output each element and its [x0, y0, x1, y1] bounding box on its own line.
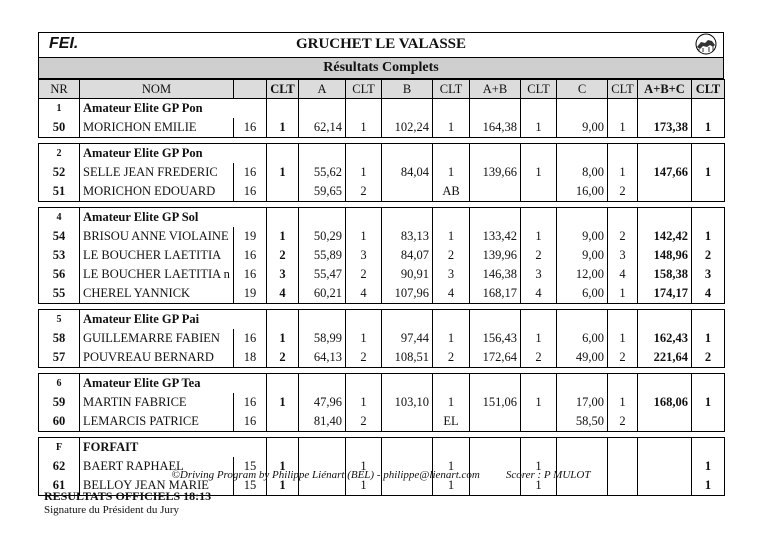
empty-cell — [470, 144, 521, 164]
cell-nom: SELLE JEAN FREDERIC — [80, 163, 234, 182]
cell-clt-b: EL — [433, 412, 470, 432]
cell-clt-ab: 1 — [521, 393, 557, 412]
cell-clt-a: 1 — [346, 457, 382, 476]
header-row — [39, 80, 725, 99]
empty-cell — [692, 374, 725, 394]
cell-nr: 54 — [39, 227, 80, 246]
empty-cell — [692, 438, 725, 458]
class-header-row — [39, 438, 725, 458]
cell-c: 16,00 — [557, 182, 608, 202]
col-clt-c: CLT — [608, 80, 638, 99]
cell-abc — [638, 412, 692, 432]
horse-team-icon — [693, 33, 719, 55]
empty-cell — [470, 438, 521, 458]
table-row — [39, 284, 725, 304]
empty-cell — [521, 438, 557, 458]
cell-age: 16 — [234, 246, 267, 265]
cell-clt-b: 4 — [433, 284, 470, 304]
cell-nr: 58 — [39, 329, 80, 348]
cell-nr: 53 — [39, 246, 80, 265]
cell-clt-ab: 1 — [521, 329, 557, 348]
empty-cell — [382, 99, 433, 119]
empty-cell — [267, 438, 299, 458]
cell-nr: 55 — [39, 284, 80, 304]
cell-ab: 133,42 — [470, 227, 521, 246]
cell-clt: 1 — [267, 457, 299, 476]
empty-cell — [470, 99, 521, 119]
empty-cell — [346, 310, 382, 330]
class-header-row — [39, 99, 725, 119]
col-clt: CLT — [267, 80, 299, 99]
cell-clt-b: 1 — [433, 163, 470, 182]
cell-clt-abc — [692, 182, 725, 202]
empty-cell — [433, 374, 470, 394]
cell-b — [382, 182, 433, 202]
class-header-row — [39, 144, 725, 164]
empty-cell — [299, 310, 346, 330]
cell-clt-b: 2 — [433, 246, 470, 265]
empty-cell — [382, 374, 433, 394]
cell-a: 59,65 — [299, 182, 346, 202]
cell-clt-a: 1 — [346, 329, 382, 348]
cell-c: 9,00 — [557, 118, 608, 138]
cell-nom: LE BOUCHER LAETITIA — [80, 246, 234, 265]
results-subtitle: Résultats Complets — [38, 57, 724, 79]
cell-a: 60,21 — [299, 284, 346, 304]
cell-c: 17,00 — [557, 393, 608, 412]
empty-cell — [608, 144, 638, 164]
official-results-label: RESULTATS OFFICIELS 18:13 — [44, 489, 212, 503]
table-row — [39, 265, 725, 284]
cell-clt-b: 1 — [433, 393, 470, 412]
empty-cell — [608, 208, 638, 228]
cell-clt-c: 2 — [608, 412, 638, 432]
cell-abc — [638, 182, 692, 202]
cell-nom: BRISOU ANNE VIOLAINE — [80, 227, 234, 246]
col-clt-abc: CLT — [692, 80, 725, 99]
cell-nom: CHEREL YANNICK — [80, 284, 234, 304]
cell-clt-ab: 2 — [521, 348, 557, 368]
cell-c: 8,00 — [557, 163, 608, 182]
cell-b: 107,96 — [382, 284, 433, 304]
cell-clt-a: 2 — [346, 412, 382, 432]
cell-nom: POUVREAU BERNARD — [80, 348, 234, 368]
empty-cell — [638, 374, 692, 394]
cell-a: 55,89 — [299, 246, 346, 265]
results-body — [39, 99, 725, 496]
cell-age: 16 — [234, 412, 267, 432]
empty-cell — [521, 144, 557, 164]
cell-a: 62,14 — [299, 118, 346, 138]
cell-clt: 1 — [267, 163, 299, 182]
cell-clt-ab — [521, 412, 557, 432]
cell-clt: 2 — [267, 348, 299, 368]
empty-cell — [638, 144, 692, 164]
empty-cell — [299, 438, 346, 458]
cell-clt-ab: 1 — [521, 457, 557, 476]
empty-cell — [299, 208, 346, 228]
class-number: 1 — [39, 99, 80, 119]
empty-cell — [692, 208, 725, 228]
empty-cell — [638, 438, 692, 458]
cell-clt-abc: 1 — [692, 329, 725, 348]
cell-c: 12,00 — [557, 265, 608, 284]
cell-ab: 156,43 — [470, 329, 521, 348]
col-ab: A+B — [470, 80, 521, 99]
cell-clt-b: 3 — [433, 265, 470, 284]
class-name: Amateur Elite GP Pai — [80, 310, 267, 330]
cell-abc: 221,64 — [638, 348, 692, 368]
table-row — [39, 227, 725, 246]
cell-ab: 172,64 — [470, 348, 521, 368]
empty-cell — [433, 99, 470, 119]
cell-b: 84,07 — [382, 246, 433, 265]
empty-cell — [692, 310, 725, 330]
cell-clt-a: 1 — [346, 227, 382, 246]
cell-nr: 62 — [39, 457, 80, 476]
table-row — [39, 412, 725, 432]
cell-abc: 168,06 — [638, 393, 692, 412]
empty-cell — [433, 438, 470, 458]
cell-ab: 151,06 — [470, 393, 521, 412]
cell-clt-ab: 3 — [521, 265, 557, 284]
empty-cell — [608, 310, 638, 330]
cell-clt-ab — [521, 182, 557, 202]
cell-clt-abc — [692, 412, 725, 432]
cell-clt-b: 2 — [433, 348, 470, 368]
col-abc: A+B+C — [638, 80, 692, 99]
empty-cell — [608, 374, 638, 394]
empty-cell — [299, 99, 346, 119]
empty-cell — [692, 144, 725, 164]
cell-nr: 57 — [39, 348, 80, 368]
table-row — [39, 329, 725, 348]
cell-clt: 1 — [267, 118, 299, 138]
cell-clt-c: 1 — [608, 163, 638, 182]
empty-cell — [346, 208, 382, 228]
empty-cell — [382, 208, 433, 228]
cell-clt-abc: 1 — [692, 163, 725, 182]
empty-cell — [638, 99, 692, 119]
cell-abc: 142,42 — [638, 227, 692, 246]
empty-cell — [557, 310, 608, 330]
empty-cell — [608, 438, 638, 458]
cell-age: 18 — [234, 348, 267, 368]
empty-cell — [521, 99, 557, 119]
cell-clt-a: 1 — [346, 118, 382, 138]
cell-clt-c: 4 — [608, 265, 638, 284]
cell-ab: 146,38 — [470, 265, 521, 284]
cell-clt — [267, 412, 299, 432]
class-number: F — [39, 438, 80, 458]
cell-nr: 56 — [39, 265, 80, 284]
empty-cell — [521, 208, 557, 228]
empty-cell — [382, 438, 433, 458]
cell-clt-abc: 2 — [692, 246, 725, 265]
table-row — [39, 348, 725, 368]
class-number: 5 — [39, 310, 80, 330]
cell-clt-a: 2 — [346, 348, 382, 368]
empty-cell — [557, 99, 608, 119]
cell-age: 19 — [234, 284, 267, 304]
cell-clt-c: 1 — [608, 329, 638, 348]
cell-a: 47,96 — [299, 393, 346, 412]
cell-clt: 3 — [267, 265, 299, 284]
cell-nom: BAERT RAPHAEL — [80, 457, 234, 476]
cell-c: 6,00 — [557, 329, 608, 348]
cell-clt-b: AB — [433, 182, 470, 202]
empty-cell — [346, 374, 382, 394]
empty-cell — [470, 374, 521, 394]
table-row — [39, 182, 725, 202]
scorer-text: Scorer : P MULOT — [505, 469, 591, 481]
program-credit — [38, 469, 724, 481]
col-clt-a: CLT — [346, 80, 382, 99]
cell-abc: 148,96 — [638, 246, 692, 265]
cell-abc: 162,43 — [638, 329, 692, 348]
empty-cell — [557, 374, 608, 394]
col-a: A — [299, 80, 346, 99]
empty-cell — [346, 144, 382, 164]
class-number: 4 — [39, 208, 80, 228]
event-title: GRUCHET LE VALASSE — [295, 36, 467, 52]
cell-c: 9,00 — [557, 246, 608, 265]
empty-cell — [557, 208, 608, 228]
cell-nom: MORICHON EDOUARD — [80, 182, 234, 202]
empty-cell — [433, 208, 470, 228]
cell-clt-abc: 3 — [692, 265, 725, 284]
cell-c: 49,00 — [557, 348, 608, 368]
cell-age: 19 — [234, 227, 267, 246]
table-row — [39, 118, 725, 138]
class-name: Amateur Elite GP Pon — [80, 99, 267, 119]
cell-clt-c: 2 — [608, 227, 638, 246]
empty-cell — [267, 374, 299, 394]
class-header-row — [39, 208, 725, 228]
cell-clt-ab: 2 — [521, 246, 557, 265]
cell-b: 97,44 — [382, 329, 433, 348]
cell-clt-c: 2 — [608, 348, 638, 368]
empty-cell — [433, 310, 470, 330]
cell-age: 15 — [234, 457, 267, 476]
empty-cell — [608, 99, 638, 119]
cell-clt-b: 1 — [433, 227, 470, 246]
cell-clt-a: 1 — [346, 476, 382, 496]
cell-clt-abc: 1 — [692, 393, 725, 412]
signature-label: Signature du Président du Jury — [44, 504, 180, 516]
cell-abc: 173,38 — [638, 118, 692, 138]
col-clt-ab: CLT — [521, 80, 557, 99]
cell-age: 16 — [234, 393, 267, 412]
col-c: C — [557, 80, 608, 99]
cell-b: 84,04 — [382, 163, 433, 182]
empty-cell — [299, 144, 346, 164]
empty-cell — [267, 310, 299, 330]
empty-cell — [557, 144, 608, 164]
cell-b: 102,24 — [382, 118, 433, 138]
empty-cell — [267, 144, 299, 164]
cell-clt: 4 — [267, 284, 299, 304]
empty-cell — [299, 374, 346, 394]
cell-nom: LE BOUCHER LAETITIA n — [80, 265, 234, 284]
cell-c: 6,00 — [557, 284, 608, 304]
cell-clt-a: 2 — [346, 182, 382, 202]
table-row — [39, 246, 725, 265]
cell-abc: 147,66 — [638, 163, 692, 182]
class-name: FORFAIT — [80, 438, 267, 458]
cell-clt-c: 1 — [608, 284, 638, 304]
cell-clt-abc: 1 — [692, 476, 725, 496]
empty-cell — [267, 208, 299, 228]
cell-clt-a: 1 — [346, 163, 382, 182]
cell-nr: 51 — [39, 182, 80, 202]
cell-clt-abc: 1 — [692, 227, 725, 246]
cell-age: 15 — [234, 476, 267, 496]
cell-clt: 2 — [267, 246, 299, 265]
cell-nom: MORICHON EMILIE — [80, 118, 234, 138]
cell-clt-a: 4 — [346, 284, 382, 304]
cell-a: 55,47 — [299, 265, 346, 284]
cell-clt-b: 1 — [433, 118, 470, 138]
cell-clt-abc: 1 — [692, 118, 725, 138]
cell-b — [382, 412, 433, 432]
cell-clt-ab: 1 — [521, 118, 557, 138]
cell-clt-abc: 4 — [692, 284, 725, 304]
col-clt-b: CLT — [433, 80, 470, 99]
cell-clt-ab: 1 — [521, 476, 557, 496]
col-nom: NOM — [80, 80, 234, 99]
empty-cell — [267, 99, 299, 119]
cell-clt: 1 — [267, 476, 299, 496]
cell-clt-ab: 1 — [521, 163, 557, 182]
cell-ab: 164,38 — [470, 118, 521, 138]
table-row — [39, 163, 725, 182]
class-name: Amateur Elite GP Sol — [80, 208, 267, 228]
cell-clt — [267, 182, 299, 202]
cell-ab: 139,96 — [470, 246, 521, 265]
cell-age: 16 — [234, 182, 267, 202]
class-number: 6 — [39, 374, 80, 394]
cell-c: 58,50 — [557, 412, 608, 432]
empty-cell — [433, 144, 470, 164]
col-nr: NR — [39, 80, 80, 99]
cell-clt-ab: 1 — [521, 227, 557, 246]
cell-clt-b: 1 — [433, 457, 470, 476]
empty-cell — [382, 144, 433, 164]
cell-a: 55,62 — [299, 163, 346, 182]
col-age — [234, 80, 267, 99]
cell-clt-a: 1 — [346, 393, 382, 412]
cell-clt-a: 2 — [346, 265, 382, 284]
cell-nr: 60 — [39, 412, 80, 432]
empty-cell — [692, 99, 725, 119]
empty-cell — [521, 310, 557, 330]
credit-text: ©Driving Program by Philippe Liénart (BEL) - philippe@lienart.com — [171, 469, 480, 481]
cell-b: 108,51 — [382, 348, 433, 368]
table-row — [39, 393, 725, 412]
empty-cell — [638, 208, 692, 228]
class-number: 2 — [39, 144, 80, 164]
empty-cell — [470, 208, 521, 228]
cell-a: 64,13 — [299, 348, 346, 368]
cell-clt: 1 — [267, 329, 299, 348]
results-table — [38, 79, 725, 496]
empty-cell — [557, 438, 608, 458]
cell-ab: 139,66 — [470, 163, 521, 182]
fei-logo: FEI. — [49, 35, 79, 52]
cell-nr: 59 — [39, 393, 80, 412]
cell-b: 90,91 — [382, 265, 433, 284]
cell-b: 103,10 — [382, 393, 433, 412]
cell-clt-b: 1 — [433, 329, 470, 348]
cell-age: 16 — [234, 265, 267, 284]
header-bar — [38, 32, 724, 57]
cell-nom: LEMARCIS PATRICE — [80, 412, 234, 432]
cell-ab: 168,17 — [470, 284, 521, 304]
cell-clt-a: 3 — [346, 246, 382, 265]
cell-abc: 158,38 — [638, 265, 692, 284]
class-name: Amateur Elite GP Tea — [80, 374, 267, 394]
cell-ab — [470, 182, 521, 202]
cell-age: 16 — [234, 329, 267, 348]
empty-cell — [346, 99, 382, 119]
cell-nr: 50 — [39, 118, 80, 138]
cell-nr: 52 — [39, 163, 80, 182]
empty-cell — [521, 374, 557, 394]
col-b: B — [382, 80, 433, 99]
class-name: Amateur Elite GP Pon — [80, 144, 267, 164]
cell-clt: 1 — [267, 393, 299, 412]
class-header-row — [39, 310, 725, 330]
empty-cell — [638, 310, 692, 330]
cell-clt-c: 3 — [608, 246, 638, 265]
cell-abc: 174,17 — [638, 284, 692, 304]
cell-a: 81,40 — [299, 412, 346, 432]
cell-nr: 61 — [39, 476, 80, 496]
cell-clt-abc: 1 — [692, 457, 725, 476]
cell-a: 50,29 — [299, 227, 346, 246]
cell-nom: MARTIN FABRICE — [80, 393, 234, 412]
cell-clt-c: 2 — [608, 182, 638, 202]
cell-nom: BELLOY JEAN MARIE — [80, 476, 234, 496]
cell-nom: GUILLEMARRE FABIEN — [80, 329, 234, 348]
cell-age: 16 — [234, 118, 267, 138]
results-sheet — [38, 32, 724, 496]
cell-c: 9,00 — [557, 227, 608, 246]
class-header-row — [39, 374, 725, 394]
cell-clt: 1 — [267, 227, 299, 246]
cell-clt-abc: 2 — [692, 348, 725, 368]
empty-cell — [470, 310, 521, 330]
empty-cell — [382, 310, 433, 330]
cell-clt-c: 1 — [608, 118, 638, 138]
cell-clt-b: 1 — [433, 476, 470, 496]
cell-ab — [470, 412, 521, 432]
cell-b: 83,13 — [382, 227, 433, 246]
cell-clt-ab: 4 — [521, 284, 557, 304]
cell-clt-c: 1 — [608, 393, 638, 412]
cell-age: 16 — [234, 163, 267, 182]
cell-a: 58,99 — [299, 329, 346, 348]
empty-cell — [346, 438, 382, 458]
